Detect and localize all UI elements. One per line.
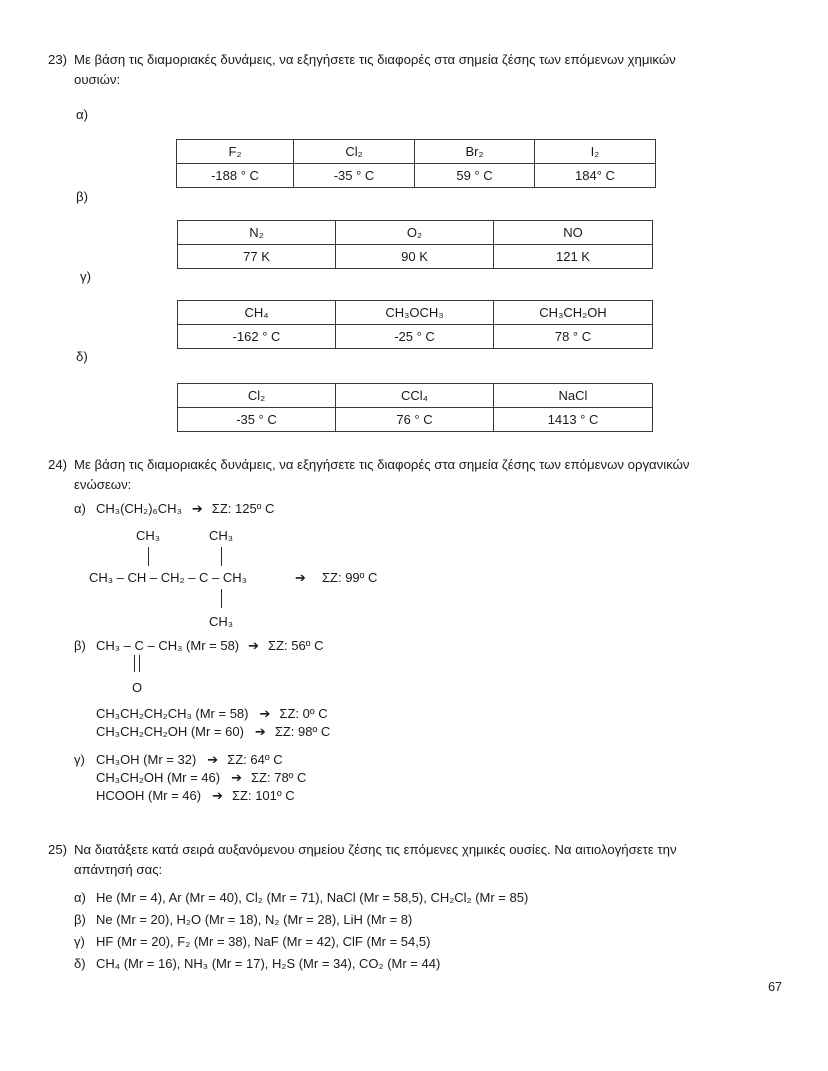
right-arrow-icon: ➔ [207,753,219,768]
marker-25-alpha: α) [74,890,86,905]
structure-top-branch-left: CH₃ [136,528,161,543]
question-25-item-gamma [74,933,430,951]
table-header-cell: Cl₂ [178,384,336,408]
table-header-cell: CH₃OCH₃ [336,301,494,325]
boiling-point-value: ΣΖ: 0º C [279,706,328,721]
table-value-cell: 78 ° C [494,325,653,349]
table-header-cell: N₂ [178,221,336,245]
boiling-point-value: ΣΖ: 99º C [322,570,378,585]
question-23-text [74,50,810,90]
question-23-line1: Με βάση τις διαμοριακές δυνάμεις, να εξηγήσετε τις διαφορές στα σημεία ζέσης των επόμενων χημικών [74,52,676,67]
table-value-cell: 77 K [178,245,336,269]
table-row [178,384,653,408]
question-23-block [48,50,788,90]
table-header-cell: NO [494,221,653,245]
marker-23-alpha: α) [76,107,89,122]
marker-25-gamma: γ) [74,934,85,949]
substance-list: HF (Mr = 20), F₂ (Mr = 38), NaF (Mr = 42), ClF (Mr = 54,5) [96,934,431,949]
marker-24-alpha: α) [74,501,86,516]
right-arrow-icon: ➔ [259,707,271,722]
table-23-gamma [177,300,653,349]
formula-propanol: CH₃CH₂CH₂OH (Mr = 60) [96,724,244,739]
question-24-item-gamma [74,751,283,770]
question-25-line2: απάντησή σας: [74,862,163,877]
question-24-block [48,455,788,495]
boiling-point-value: ΣΖ: 78º C [251,770,307,785]
question-25-line1: Να διατάξετε κατά σειρά αυξανόμενου σημείου ζέσης τις επόμενες χημικές ουσίες. Να αιτιολογήσετε την [74,842,677,857]
right-arrow-icon: ➔ [191,502,203,517]
structure-main-chain: CH₃ – CH – CH₂ – C – CH₃ [89,570,247,585]
boiling-point-value: ΣΖ: 56º C [268,638,324,653]
marker-25-delta: δ) [74,956,86,971]
marker-24-beta: β) [74,638,86,653]
right-arrow-icon: ➔ [231,771,243,786]
table-header-cell: O₂ [336,221,494,245]
page-number: 67 [768,980,782,994]
table-row [178,301,653,325]
boiling-point-value: ΣΖ: 98º C [274,724,331,739]
structure-bottom-branch: CH₃ [209,614,234,629]
question-24-number: 24) [48,457,68,472]
question-25-text [74,840,810,880]
structure-oxygen-atom: O [132,680,143,695]
question-24-item-alpha [74,500,274,519]
question-25-item-beta [74,911,412,929]
formula-ethanol: CH₃CH₂OH (Mr = 46) [96,770,221,785]
table-row [177,164,656,188]
question-24-line1: Με βάση τις διαμοριακές δυνάμεις, να εξηγήσετε τις διαφορές στα σημεία ζέσης των επόμενων οργανικών [74,457,690,472]
table-row [177,140,656,164]
table-value-cell: -162 ° C [178,325,336,349]
boiling-point-value: ΣΖ: 64º C [227,752,283,767]
table-value-cell: 184° C [535,164,656,188]
bond-line-vertical [221,547,222,566]
bond-line-vertical [221,589,222,608]
substance-list: He (Mr = 4), Ar (Mr = 40), Cl₂ (Mr = 71), NaCl (Mr = 58,5), CH₂Cl₂ (Mr = 85) [96,890,529,905]
double-bond-line [139,655,140,672]
table-row [178,325,653,349]
table-header-cell: Cl₂ [294,140,415,164]
table-header-cell: CH₃CH₂OH [494,301,653,325]
table-value-cell: 59 ° C [415,164,535,188]
question-24-gamma-row-2 [96,769,306,788]
table-value-cell: -35 ° C [178,408,336,432]
structure-top-branch-right: CH₃ [209,528,234,543]
table-header-cell: Br₂ [415,140,535,164]
boiling-point-value: ΣΖ: 101º C [232,788,295,803]
question-25-block [48,840,788,880]
question-24-gamma-row-3 [96,787,295,806]
question-25-number: 25) [48,842,68,857]
bond-line-vertical [148,547,149,566]
question-23-number: 23) [48,52,68,67]
question-25-item-alpha [74,889,528,907]
formula-acetone-chain: CH₃ – C – CH₃ (Mr = 58) [96,638,240,653]
table-value-cell: 90 K [336,245,494,269]
marker-24-gamma: γ) [74,752,85,767]
formula-butane: CH₃CH₂CH₂CH₃ (Mr = 58) [96,706,249,721]
question-24-line2: ενώσεων: [74,477,132,492]
table-header-cell: F₂ [177,140,294,164]
table-row [178,408,653,432]
table-header-cell: NaCl [494,384,653,408]
table-row [178,221,653,245]
table-value-cell: 76 ° C [336,408,494,432]
table-value-cell: -35 ° C [294,164,415,188]
table-header-cell: I₂ [535,140,656,164]
marker-23-delta: δ) [76,349,88,364]
marker-23-gamma: γ) [80,269,91,284]
table-header-cell: CCl₄ [336,384,494,408]
formula-formic-acid: HCOOH (Mr = 46) [96,788,202,803]
table-header-cell: CH₄ [178,301,336,325]
table-row [178,245,653,269]
double-bond-line [134,655,135,672]
table-value-cell: 121 K [494,245,653,269]
table-value-cell: -188 ° C [177,164,294,188]
marker-23-beta: β) [76,189,88,204]
table-23-beta [177,220,653,269]
formula-octane: CH₃(CH₂)₆CH₃ [96,501,182,516]
question-24-beta-row-1 [96,705,328,724]
table-23-alpha [176,139,656,188]
table-value-cell: 1413 ° C [494,408,653,432]
table-23-delta [177,383,653,432]
right-arrow-icon: ➔ [212,789,223,804]
question-24-item-beta [74,637,323,656]
boiling-point-value: ΣΖ: 125º C [211,501,275,516]
substance-list: Ne (Mr = 20), H₂O (Mr = 18), N₂ (Mr = 28), LiH (Mr = 8) [96,912,413,927]
question-23-line2: ουσιών: [74,72,121,87]
table-value-cell: -25 ° C [336,325,494,349]
right-arrow-icon: ➔ [295,570,306,585]
substance-list: CH₄ (Mr = 16), NH₃ (Mr = 17), H₂S (Mr = 34), CO₂ (Mr = 44) [96,956,441,971]
question-24-text [74,455,810,495]
right-arrow-icon: ➔ [254,725,266,740]
right-arrow-icon: ➔ [248,639,260,654]
question-25-item-delta [74,955,440,973]
formula-methanol: CH₃OH (Mr = 32) [96,752,197,767]
question-24-beta-row-2 [96,723,330,742]
marker-25-beta: β) [74,912,86,927]
